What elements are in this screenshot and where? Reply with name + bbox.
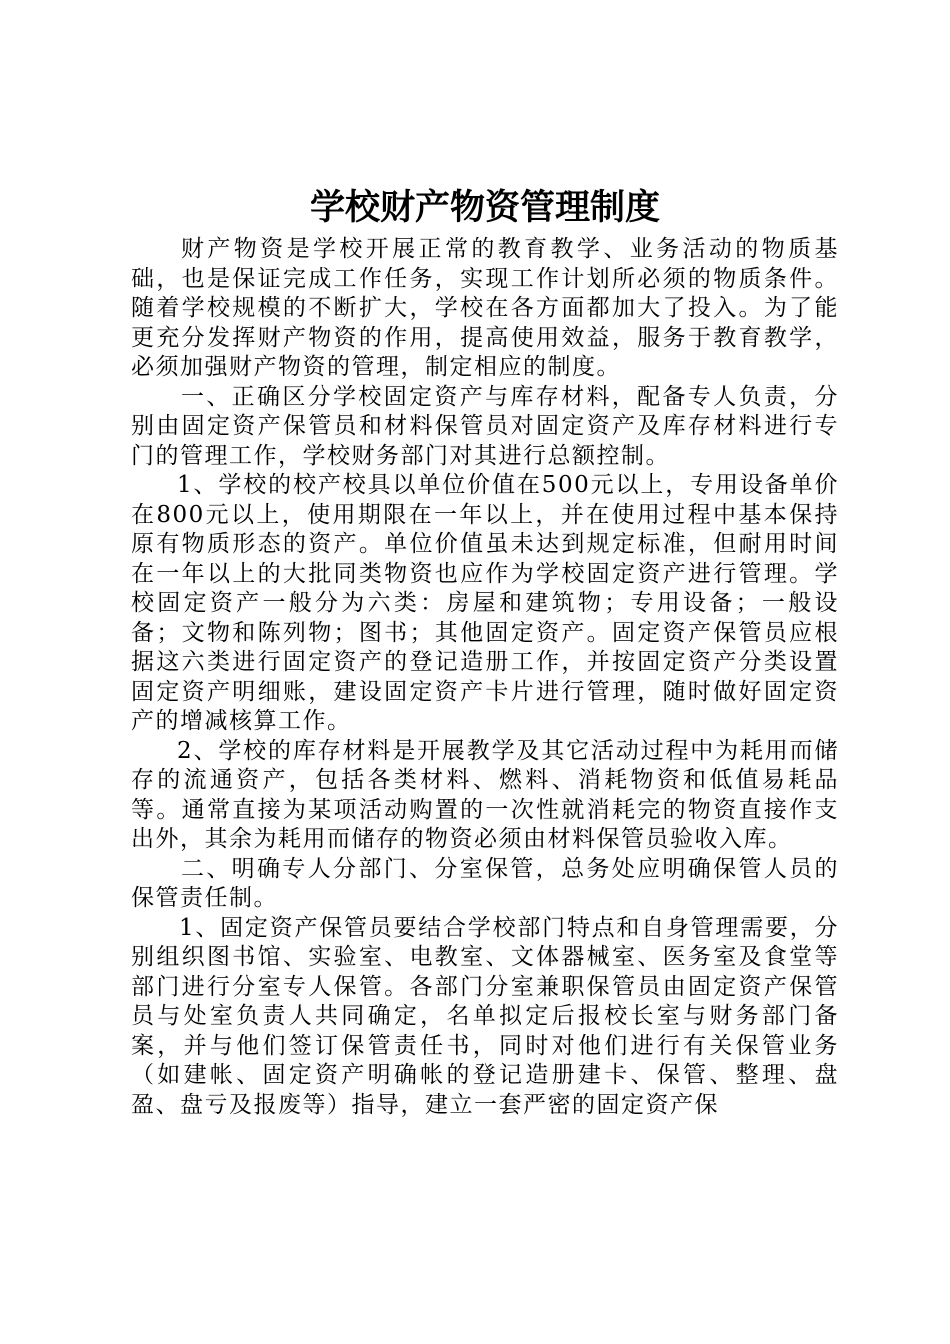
paragraph-intro: 财产物资是学校开展正常的教育教学、业务活动的物质基础，也是保证完成工作任务，实现工作计划所必须的物质条件。随着学校规模的不断扩大，学校在各方面都加大了投入。为了能更充分发挥财产物资的作用，提高使用效益，服务于教育教学，必须加强财产物资的管理，制定相应的制度。 xyxy=(131,236,839,380)
document-page xyxy=(131,0,839,1344)
paragraph-section-2: 二、明确专人分部门、分室保管，总务处应明确保管人员的保管责任制。 xyxy=(131,855,839,911)
paragraph-section-1-item-1: 1、学校的校产校具以单位价值在500元以上，专用设备单价在800元以上，使用期限在一年以上，并在使用过程中基本保持原有物质形态的资产。单位价值虽未达到规定标准，但耐用时间在一年以上的大批同类物资也应作为学校固定资产进行管理。学校固定资产一般分为六类：房屋和建筑物；专用设备；一般设备；文物和陈列物；图书；其他固定资产。固定资产保管员应根据这六类进行固定资产的登记造册工作，并按固定资产分类设置固定资产明细账，建设固定资产卡片进行管理，随时做好固定资产的增减核算工作。 xyxy=(131,472,839,734)
paragraph-section-1-item-2: 2、学校的库存材料是开展教学及其它活动过程中为耗用而储存的流通资产，包括各类材料、燃料、消耗物资和低值易耗品等。通常直接为某项活动购置的一次性就消耗完的物资直接作支出外，其余为耗用而储存的物资必须由材料保管员验收入库。 xyxy=(131,737,839,852)
document-title: 学校财产物资管理制度 xyxy=(309,187,660,228)
document-body xyxy=(131,235,839,1120)
paragraph-section-1: 一、正确区分学校固定资产与库存材料，配备专人负责，分别由固定资产保管员和材料保管员对固定资产及库存材料进行专门的管理工作，学校财务部门对其进行总额控制。 xyxy=(131,383,839,469)
paragraph-section-2-item-1: 1、固定资产保管员要结合学校部门特点和自身管理需要，分别组织图书馆、实验室、电教室、文体器械室、医务室及食堂等部门进行分室专人保管。各部门分室兼职保管员由固定资产保管员与处室负责人共同确定，名单拟定后报校长室与财务部门备案，并与他们签订保管责任书，同时对他们进行有关保管业务（如建帐、固定资产明确帐的登记造册建卡、保管、整理、盘盈、盘亏及报废等）指导，建立一套严密的固定资产保 xyxy=(131,914,839,1118)
